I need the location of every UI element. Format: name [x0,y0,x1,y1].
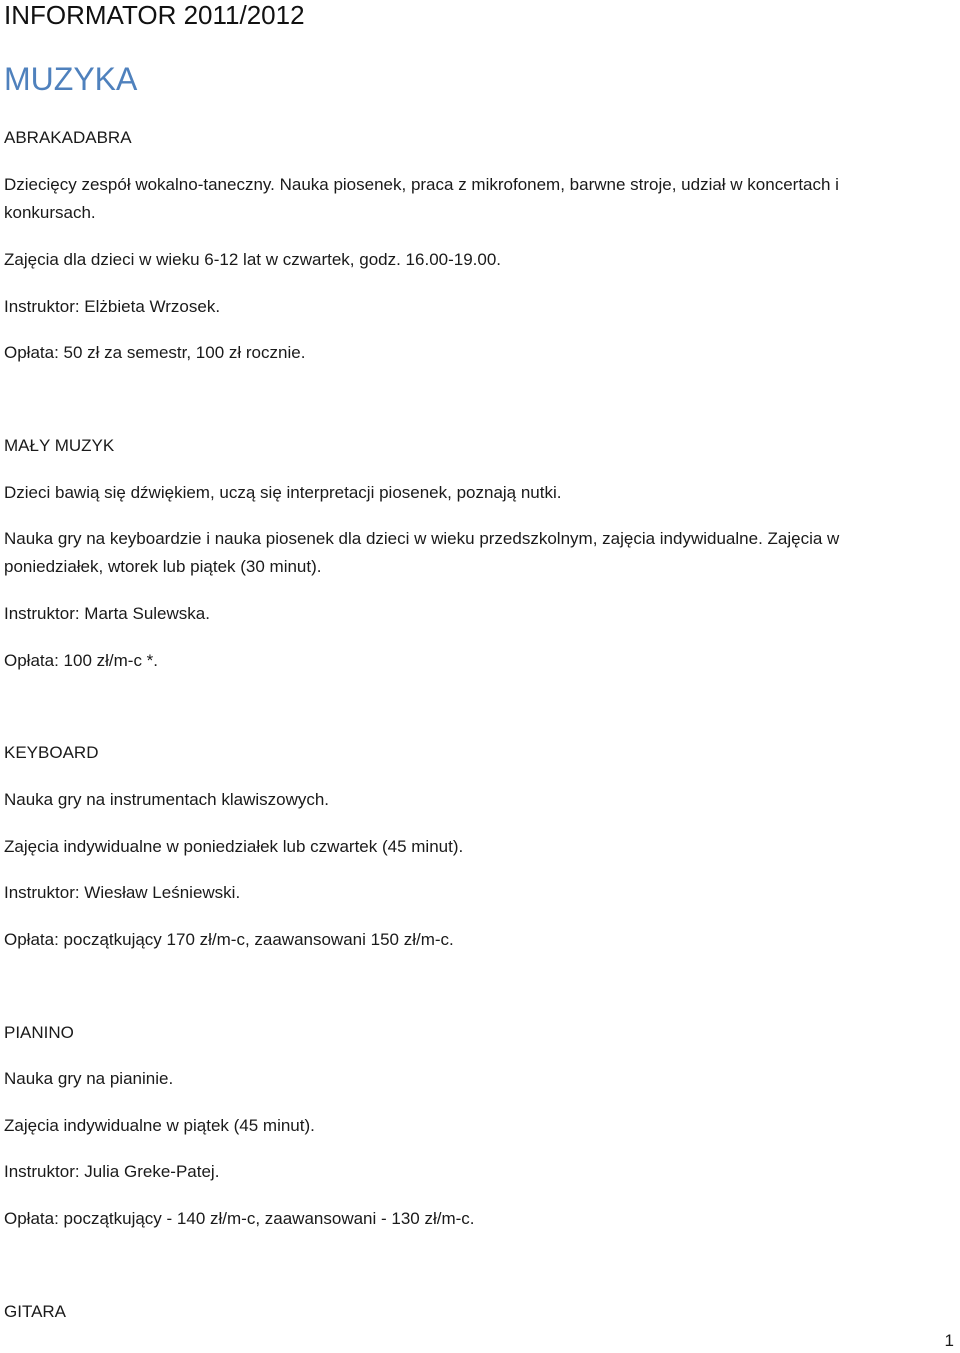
course-name: GITARA [4,1302,67,1321]
course-description: Dziecięcy zespół wokalno-taneczny. Nauka piosenek, praca z mikrofonem, barwne stroje, udział w koncertach i konkursach. [4,175,839,222]
course-fee: Opłata: początkujący - 140 zł/m-c, zaawansowani - 130 zł/m-c. [4,1209,475,1228]
course-schedule: Zajęcia indywidualne w piątek (45 minut). [4,1116,315,1135]
course-name: MAŁY MUZYK [4,436,115,455]
course-name: PIANINO [4,1023,74,1042]
course-schedule: Zajęcia dla dzieci w wieku 6-12 lat w czwartek, godz. 16.00-19.00. [4,250,502,269]
course-instructor: Instruktor: Marta Sulewska. [4,604,210,623]
document-title: INFORMATOR 2011/2012 [4,0,305,30]
course-instructor: Instruktor: Julia Greke-Patej. [4,1162,220,1181]
course-schedule: Zajęcia indywidualne w poniedziałek lub czwartek (45 minut). [4,837,464,856]
course-instructor: Instruktor: Elżbieta Wrzosek. [4,297,221,316]
course-description: Nauka gry na instrumentach klawiszowych. [4,790,330,809]
course-name: KEYBOARD [4,743,99,762]
course-fee: Opłata: początkujący 170 zł/m-c, zaawansowani 150 zł/m-c. [4,930,454,949]
course-details: Nauka gry na keyboardzie i nauka piosenek dla dzieci w wieku przedszkolnym, zajęcia indywidualne. Zajęcia w poniedziałek, wtorek lub piątek (30 minut). [4,529,840,576]
course-description: Nauka gry na pianinie. [4,1069,174,1088]
course-fee: Opłata: 100 zł/m-c *. [4,651,159,670]
page-number: 1 [944,1331,954,1350]
section-heading: MUZYKA [4,61,138,97]
course-instructor: Instruktor: Wiesław Leśniewski. [4,883,241,902]
course-description: Dzieci bawią się dźwiękiem, uczą się interpretacji piosenek, poznają nutki. [4,483,562,502]
course-fee: Opłata: 50 zł za semestr, 100 zł rocznie. [4,343,306,362]
course-name: ABRAKADABRA [4,128,132,147]
